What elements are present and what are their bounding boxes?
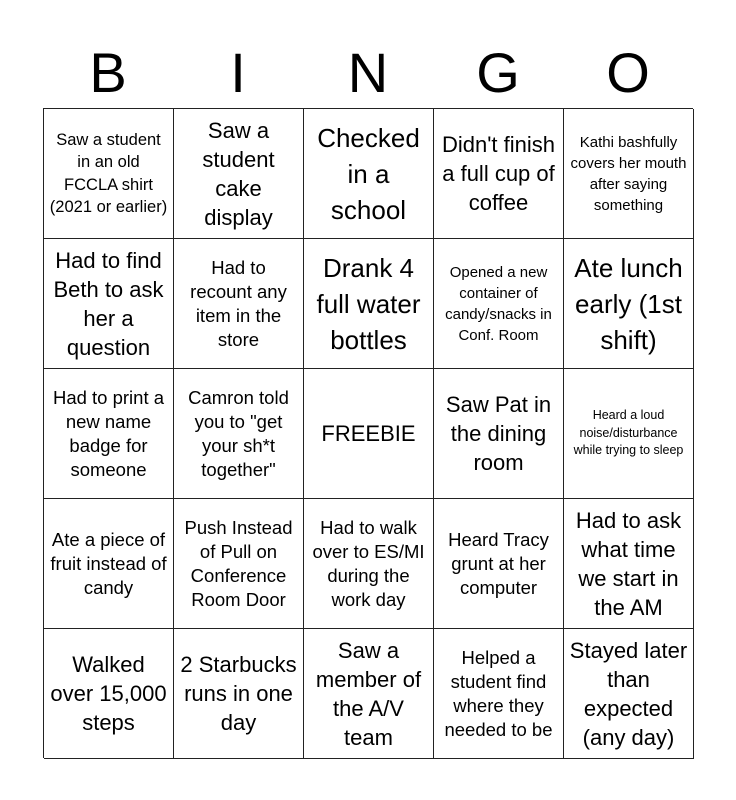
cell-text: Helped a student find where they needed to be: [444, 646, 553, 740]
cell-text: Saw a member of the A/V team: [315, 637, 422, 750]
cell-text: Push Instead of Pull on Conference Room Door: [184, 516, 293, 610]
bingo-cell-r5-c5[interactable]: [564, 629, 694, 759]
cell-text: Heard a loud noise/disturbance while trying to sleep: [573, 408, 684, 458]
bingo-cell-r2-c2[interactable]: [174, 239, 304, 369]
header-letter-n: N: [347, 41, 389, 104]
bingo-cell-r2-c1[interactable]: [44, 239, 174, 369]
cell-text: 2 Starbucks runs in one day: [180, 652, 297, 735]
bingo-cell-r4-c2[interactable]: [174, 499, 304, 629]
bingo-cell-r2-c4[interactable]: [434, 239, 564, 369]
cell-text: Didn't finish a full cup of coffee: [441, 132, 556, 215]
cell-text: Had to print a new name badge for someone: [52, 386, 165, 480]
cell-text: Had to find Beth to ask her a question: [53, 247, 164, 360]
cell-text: Camron told you to "get your sh*t together": [188, 386, 289, 480]
header-letter-o: O: [606, 41, 650, 104]
cell-text: Had to walk over to ES/MI during the work day: [312, 516, 425, 610]
bingo-cell-r3-c4[interactable]: [434, 369, 564, 499]
cell-text: Checked in a school: [317, 122, 420, 225]
bingo-cell-r1-c5[interactable]: [564, 109, 694, 239]
bingo-cell-r3-c1[interactable]: [44, 369, 174, 499]
cell-text: Saw a student cake display: [202, 117, 275, 230]
cell-text: Saw Pat in the dining room: [445, 392, 552, 475]
header-letter-b: B: [89, 41, 127, 104]
bingo-cell-r4-c4[interactable]: [434, 499, 564, 629]
bingo-cell-r3-c2[interactable]: [174, 369, 304, 499]
bingo-cell-r4-c5[interactable]: [564, 499, 694, 629]
bingo-cell-r3-c5[interactable]: [564, 369, 694, 499]
cell-text: Ate lunch early (1st shift): [574, 252, 683, 355]
cell-text: Drank 4 full water bottles: [316, 252, 421, 355]
bingo-cell-r5-c4[interactable]: [434, 629, 564, 759]
cell-text: Ate a piece of fruit instead of candy: [50, 528, 167, 598]
cell-text: Walked over 15,000 steps: [50, 652, 167, 735]
cell-text: Saw a student in an old FCCLA shirt (2021 or earlier): [49, 130, 168, 216]
bingo-cell-r4-c1[interactable]: [44, 499, 174, 629]
cell-text: FREEBIE: [321, 421, 416, 446]
bingo-cell-r1-c3[interactable]: [304, 109, 434, 239]
header-letter-g: G: [476, 41, 520, 104]
bingo-cell-r1-c4[interactable]: [434, 109, 564, 239]
cell-text: Had to ask what time we start in the AM: [575, 507, 682, 620]
bingo-cell-r1-c1[interactable]: [44, 109, 174, 239]
bingo-cell-r1-c2[interactable]: [174, 109, 304, 239]
cell-text: Heard Tracy grunt at her computer: [448, 528, 549, 598]
cell-text: Had to recount any item in the store: [190, 256, 287, 350]
cell-text: Kathi bashfully covers her mouth after saying something: [570, 133, 687, 214]
bingo-header: [43, 38, 693, 108]
bingo-cell-r5-c3[interactable]: [304, 629, 434, 759]
bingo-cell-r2-c5[interactable]: [564, 239, 694, 369]
bingo-cell-r3-c3-free[interactable]: [304, 369, 434, 499]
cell-text: Opened a new container of candy/snacks in Conf. Room: [445, 263, 552, 344]
bingo-cell-r4-c3[interactable]: [304, 499, 434, 629]
cell-text: Stayed later than expected (any day): [569, 637, 688, 750]
bingo-cell-r5-c1[interactable]: [44, 629, 174, 759]
bingo-cell-r5-c2[interactable]: [174, 629, 304, 759]
header-letter-i: I: [230, 41, 246, 104]
bingo-board: [43, 108, 693, 758]
bingo-cell-r2-c3[interactable]: [304, 239, 434, 369]
